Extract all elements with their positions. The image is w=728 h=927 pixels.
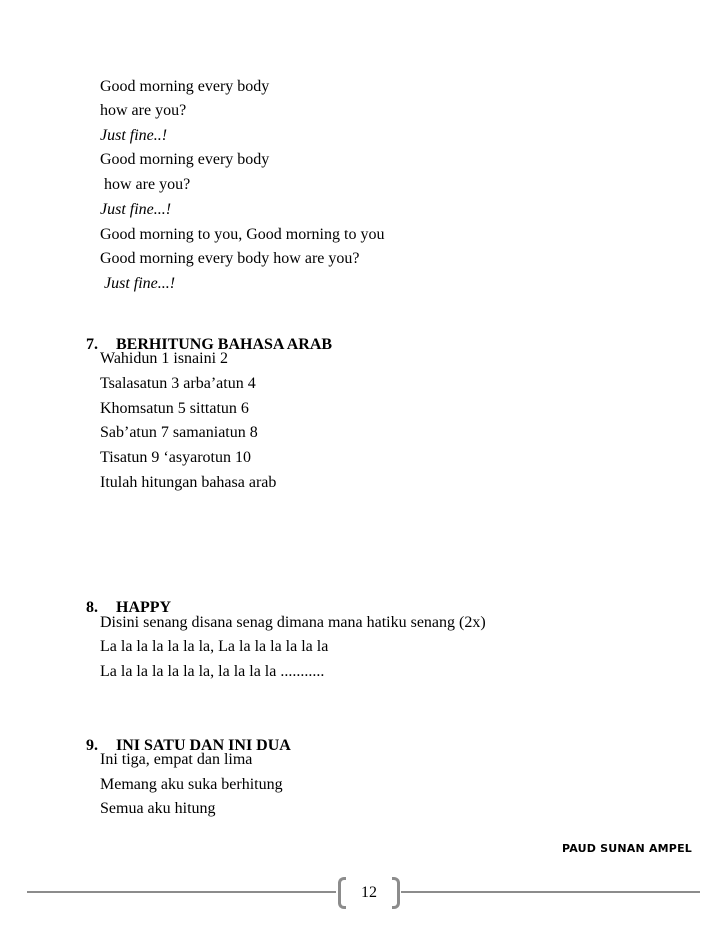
song-line: La la la la la la la, La la la la la la la — [100, 638, 329, 655]
right-bracket-icon — [392, 877, 400, 909]
song-line: Ini tiga, empat dan lima — [100, 751, 253, 768]
song-line: Just fine...! — [100, 275, 176, 292]
song-line: Disini senang disana senag dimana mana hatiku senang (2x) — [100, 614, 486, 631]
section-title: BERHITUNG BAHASA ARAB — [116, 336, 333, 353]
song-line: La la la la la la la, la la la la ........... — [100, 663, 325, 680]
song-line: Good morning every body — [100, 151, 270, 168]
footer-brand: PAUD SUNAN AMPEL — [562, 842, 692, 855]
song-line: Memang aku suka berhitung — [100, 776, 283, 793]
song-line: Wahidun 1 isnaini 2 — [100, 350, 229, 367]
section-number: 9. — [86, 737, 98, 754]
song-line: Khomsatun 5 sittatun 6 — [100, 400, 249, 417]
song-line: Tsalasatun 3 arba’atun 4 — [100, 375, 256, 392]
section-number: 7. — [86, 336, 98, 353]
page-number: 12 — [361, 884, 377, 901]
song-line: Good morning every body how are you? — [100, 250, 360, 267]
section-title: HAPPY — [116, 599, 172, 616]
song-line: Tisatun 9 ‘asyarotun 10 — [100, 449, 251, 466]
song-line: Good morning every body — [100, 78, 270, 95]
song-line: Just fine..! — [100, 127, 168, 144]
footer-rule-left — [27, 891, 336, 893]
song-line: how are you? — [100, 102, 187, 119]
song-line: Just fine...! — [100, 201, 172, 218]
footer-rule-right — [401, 891, 700, 893]
section-title: INI SATU DAN INI DUA — [116, 737, 291, 754]
song-line: Semua aku hitung — [100, 800, 216, 817]
song-line: Sab’atun 7 samaniatun 8 — [100, 424, 258, 441]
page-number-box — [338, 877, 400, 909]
song-line: Itulah hitungan bahasa arab — [100, 474, 277, 491]
song-line: how are you? — [100, 176, 191, 193]
section-number: 8. — [86, 599, 98, 616]
song-line: Good morning to you, Good morning to you — [100, 226, 385, 243]
